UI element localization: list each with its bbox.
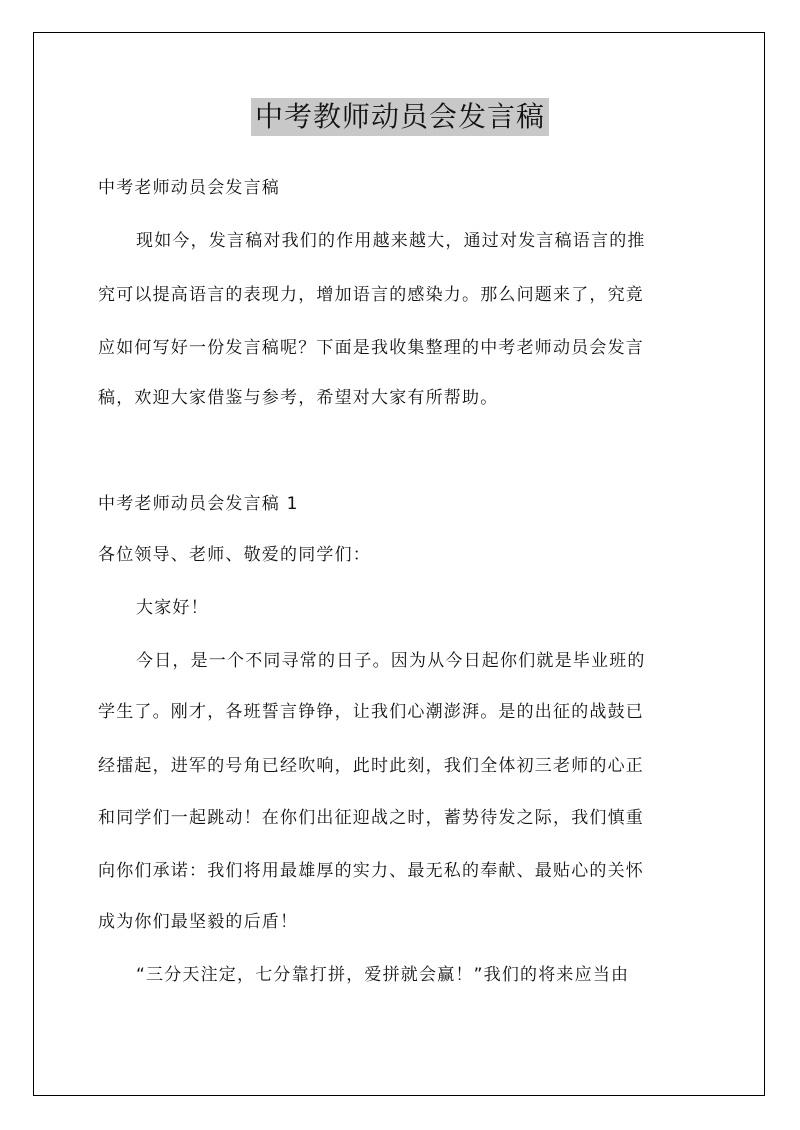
paragraph-line: 经擂起，进军的号角已经吹响，此时此刻，我们全体初三老师的心正 — [98, 756, 644, 776]
paragraph-line: 今日，是一个不同寻常的日子。因为从今日起你们就是毕业班的 — [136, 651, 646, 671]
paragraph-line: 学生了。刚才，各班誓言铮铮，让我们心潮澎湃。是的出征的战鼓已 — [98, 702, 644, 722]
greeting-line: 大家好！ — [136, 598, 209, 618]
salutation-line: 各位领导、老师、敬爱的同学们： — [98, 545, 371, 565]
paragraph-line: 应如何写好一份发言稿呢？下面是我收集整理的中考老师动员会发言 — [98, 338, 644, 358]
paragraph-line: 稿，欢迎大家借鉴与参考，希望对大家有所帮助。 — [98, 388, 499, 408]
section-heading: 中考老师动员会发言稿 1 — [98, 494, 299, 514]
paragraph-line: 和同学们一起跳动！在你们出征迎战之时，蓄势待发之际，我们慎重 — [98, 808, 644, 828]
paragraph-line: 究可以提高语言的表现力，增加语言的感染力。那么问题来了，究竟 — [98, 285, 644, 305]
subtitle-line: 中考老师动员会发言稿 — [98, 178, 280, 198]
paragraph-line: 向你们承诺：我们将用最雄厚的实力、最无私的奉献、最贴心的关怀 — [98, 861, 644, 881]
paragraph-line: 成为你们最坚毅的后盾！ — [98, 912, 299, 932]
paragraph-line: “三分天注定，七分靠打拼，爱拼就会赢！”我们的将来应当由 — [136, 965, 630, 985]
paragraph-line: 现如今，发言稿对我们的作用越来越大，通过对发言稿语言的推 — [136, 231, 646, 251]
document-title: 中考教师动员会发言稿 — [251, 98, 549, 136]
